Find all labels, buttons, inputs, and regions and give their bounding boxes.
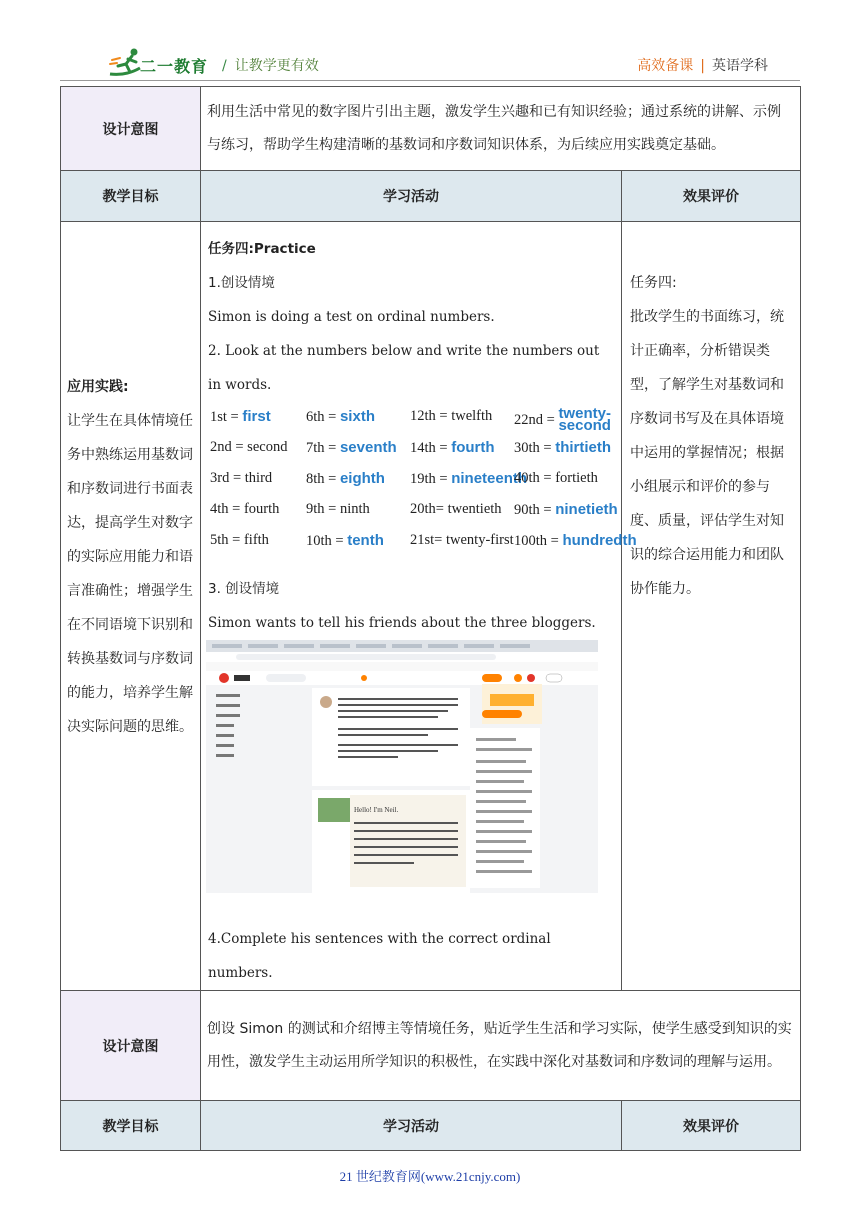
col-goal-2: 教学目标 — [61, 1101, 201, 1151]
intent-text: 利用生活中常见的数字图片引出主题，激发学生兴趣和已有知识经验；通过系统的讲解、示例与练习，帮助学生构建清晰的基数词和序数词知识体系，为后续应用实践奠定基础。 — [201, 87, 801, 171]
number-item: 6th = sixth — [306, 408, 375, 425]
step1: 1.创设情境 — [208, 275, 275, 291]
intent2-label: 设计意图 — [61, 991, 201, 1101]
task-title: 任务四:Practice — [208, 241, 316, 257]
answer-text: seventh — [339, 439, 397, 456]
brand-name: 二一教育 — [140, 57, 209, 76]
post2-title: Hello! I'm Neil. — [354, 806, 399, 814]
goal-title: 应用实践: — [67, 379, 129, 395]
step2: 2. Look at the numbers below and write the numbers out in words. — [208, 343, 600, 393]
number-item: 7th = seventh — [306, 439, 397, 456]
lesson-table — [60, 86, 801, 1151]
header-divider — [60, 80, 800, 81]
answer-text: tenth — [347, 532, 384, 549]
number-item: 10th = tenth — [306, 532, 384, 549]
answer-text: first — [242, 408, 271, 425]
blog-screenshot — [206, 640, 598, 893]
step3-text: Simon wants to tell his friends about the three bloggers. — [208, 615, 596, 631]
step4: 4.Complete his sentences with the correct ordinal numbers. — [208, 931, 551, 981]
answer-text: sixth — [339, 408, 375, 425]
number-item: 100th = hundredth — [514, 532, 637, 549]
eval-text: 批改学生的书面练习，统计正确率，分析错误类型，了解学生对基数词和序数词书写及在具体语境中运用的掌握情况；根据小组展示和评价的参与度、质量，评估学生对知识的综合运用能力和团队协作能力。 — [630, 309, 784, 597]
number-item: 22nd = twenty-second — [514, 405, 611, 434]
number-item: 5th = fifth — [210, 532, 269, 548]
answer-text: nineteenth — [451, 470, 528, 487]
number-item: 4th = fourth — [210, 501, 280, 517]
col-activity: 学习活动 — [201, 171, 622, 222]
col-eval-2: 效果评价 — [622, 1101, 801, 1151]
number-item: 8th = eighth — [306, 470, 385, 487]
step1-text: Simon is doing a test on ordinal numbers. — [208, 309, 495, 325]
goal-text: 让学生在具体情境任务中熟练运用基数词和序数词进行书面表达，提高学生对数字的实际应用能力和语言准确性；增强学生在不同语境下识别和转换基数词与序数词的能力，培养学生解决实际问题的思维。 — [67, 413, 193, 735]
number-item: 19th = nineteenth — [410, 470, 528, 487]
col-activity-2: 学习活动 — [201, 1101, 622, 1151]
goal-cell — [61, 222, 201, 991]
intent2-text: 创设 Simon 的测试和介绍博主等情境任务，贴近学生生活和学习实际，使学生感受到知识的实用性，激发学生主动运用所学知识的积极性，在实践中深化对基数词和序数词的理解与运用。 — [201, 991, 801, 1101]
page-header — [0, 0, 860, 90]
intent-label: 设计意图 — [61, 87, 201, 171]
number-item: 9th = ninth — [306, 501, 370, 517]
number-item: 90th = ninetieth — [514, 501, 618, 518]
number-exercise — [208, 404, 637, 572]
step3: 3. 创设情境 — [208, 581, 280, 597]
answer-text: fourth — [451, 439, 495, 456]
answer-text: twenty-second — [558, 405, 611, 434]
number-item: 1st = first — [210, 408, 271, 425]
number-item: 30th = thirtieth — [514, 439, 612, 456]
answer-text: eighth — [339, 470, 385, 487]
number-item: 2nd = second — [210, 439, 288, 455]
number-item: 20th= twentieth — [410, 501, 502, 517]
tag-subject: 英语学科 — [712, 58, 768, 74]
tag-prep: 高效备课 — [637, 58, 694, 74]
number-item: 14th = fourth — [410, 439, 495, 456]
answer-text: hundredth — [562, 532, 637, 549]
answer-text: thirtieth — [555, 439, 612, 456]
eval-cell — [622, 222, 801, 991]
number-item: 40th = fortieth — [514, 470, 598, 486]
answer-text: ninetieth — [555, 501, 618, 518]
number-item: 3rd = third — [210, 470, 273, 486]
page-footer: 21 世纪教育网(www.21cnjy.com) — [339, 1169, 521, 1184]
number-item: 21st= twenty-first — [410, 532, 514, 548]
col-eval: 效果评价 — [622, 171, 801, 222]
eval-title: 任务四: — [630, 275, 677, 291]
slogan: / 让教学更有效 — [222, 58, 319, 74]
number-item: 12th = twelfth — [410, 408, 493, 424]
col-goal: 教学目标 — [61, 171, 201, 222]
header-tags: 高效备课 | 英语学科 — [637, 58, 768, 74]
